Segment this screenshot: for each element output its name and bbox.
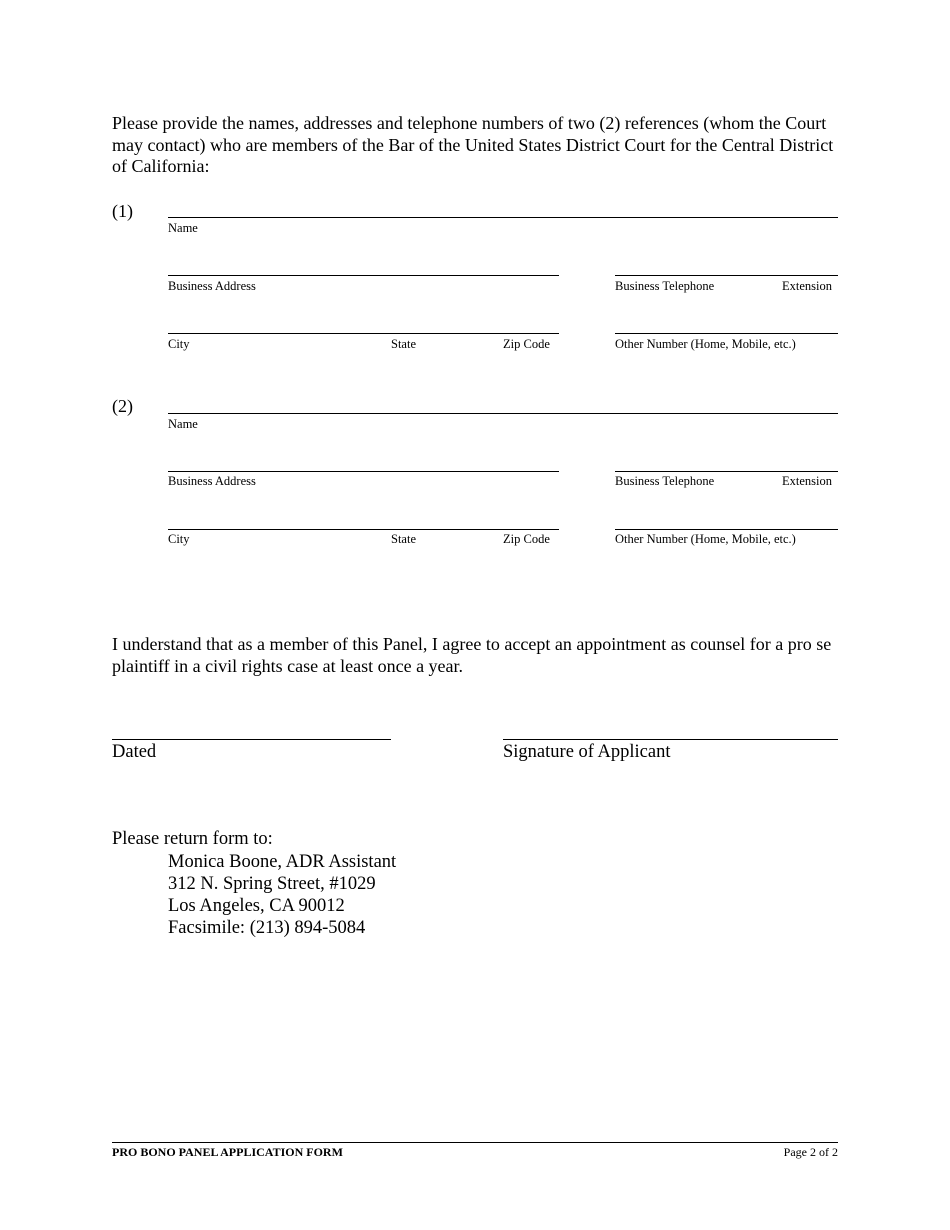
city-label: City [168, 532, 190, 546]
name-label: Name [168, 221, 198, 235]
city-label: City [168, 337, 190, 351]
reference-number: (1) [112, 201, 133, 221]
dated-field-line[interactable] [112, 739, 391, 740]
city-state-zip-field-line[interactable] [168, 333, 559, 334]
business-telephone-field-line[interactable] [615, 275, 838, 276]
return-address-line: Monica Boone, ADR Assistant [168, 852, 397, 872]
name-field-line[interactable] [168, 413, 838, 414]
signature-field-line[interactable] [503, 739, 838, 740]
other-number-field-line[interactable] [615, 529, 838, 530]
signature-label: Signature of Applicant [503, 742, 671, 762]
business-address-field-line[interactable] [168, 471, 559, 472]
zip-code-label: Zip Code [503, 532, 550, 546]
business-telephone-label: Business Telephone [615, 474, 715, 488]
return-address-line: 312 N. Spring Street, #1029 [168, 874, 376, 894]
return-address-line: Facsimile: (213) 894-5084 [168, 918, 366, 938]
name-label: Name [168, 417, 198, 431]
intro-paragraph: Please provide the names, addresses and telephone numbers of two (2) references (whom the Court may contact) who are members of the Bar of the United States District Court for the Central District of California: [112, 113, 834, 176]
state-label: State [391, 532, 416, 546]
zip-code-label: Zip Code [503, 337, 550, 351]
business-telephone-field-line[interactable] [615, 471, 838, 472]
other-number-field-line[interactable] [615, 333, 838, 334]
name-field-line[interactable] [168, 217, 838, 218]
business-address-label: Business Address [168, 474, 256, 488]
city-state-zip-field-line[interactable] [168, 529, 559, 530]
return-heading: Please return form to: [112, 829, 273, 849]
agreement-paragraph: I understand that as a member of this Panel, I agree to accept an appointment as counsel for a pro se plaintiff in a civil rights case at least once a year. [112, 634, 832, 676]
footer-rule [112, 1142, 838, 1143]
reference-number: (2) [112, 396, 133, 416]
footer-form-title: PRO BONO PANEL APPLICATION FORM [112, 1145, 343, 1159]
business-address-field-line[interactable] [168, 275, 559, 276]
other-number-label: Other Number (Home, Mobile, etc.) [615, 532, 796, 546]
business-telephone-label: Business Telephone [615, 279, 715, 293]
return-address [168, 851, 396, 939]
state-label: State [391, 337, 416, 351]
extension-label: Extension [782, 279, 832, 293]
return-address-line: Los Angeles, CA 90012 [168, 896, 345, 916]
business-address-label: Business Address [168, 279, 256, 293]
dated-label: Dated [112, 742, 157, 762]
other-number-label: Other Number (Home, Mobile, etc.) [615, 337, 796, 351]
extension-label: Extension [782, 474, 832, 488]
footer-page-number: Page 2 of 2 [783, 1145, 838, 1159]
